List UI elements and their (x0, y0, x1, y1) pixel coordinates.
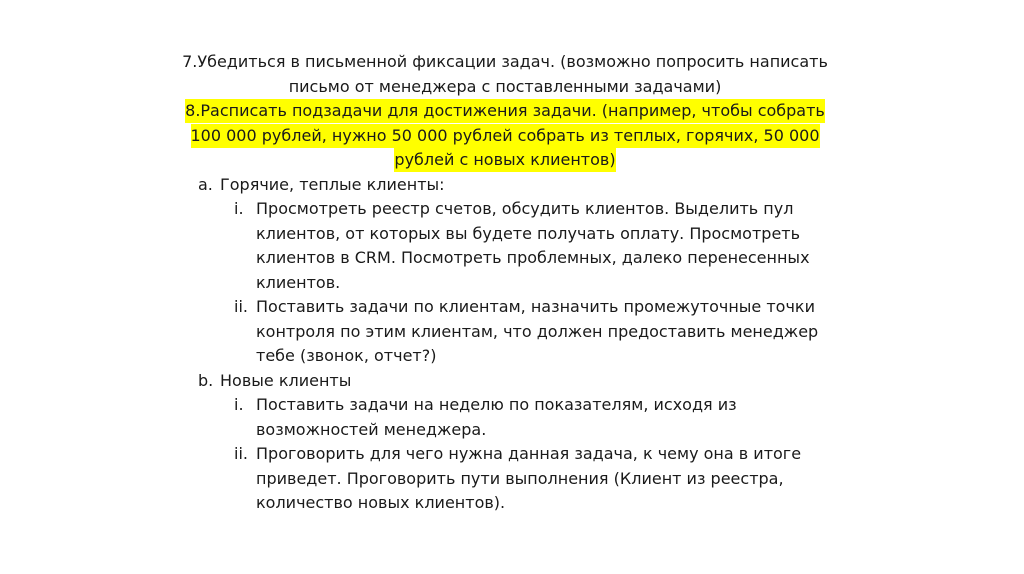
section-b-item-1 (180, 393, 830, 442)
section-a-item-2-text: Поставить задачи по клиентам, назначить промежуточные точки контроля по этим клиентам, что должен предоставить менеджер тебе (звонок, отчет?) (256, 297, 819, 365)
section-b (180, 369, 830, 394)
section-a-label: Горячие, теплые клиенты: (220, 174, 445, 194)
section-a-item-1 (180, 197, 830, 295)
item-8-highlighted-text: 8.Расписать подзадачи для достижения задачи. (например, чтобы собрать 100 000 рублей, нужно 50 000 рублей собрать из теплых, горячих, 50 000 рублей с новых клиентов) (185, 99, 825, 172)
section-b-label: Новые клиенты (220, 370, 352, 390)
section-a-marker: a. (198, 174, 213, 194)
section-b-item-2 (180, 442, 830, 516)
section-a (180, 173, 830, 198)
section-b-item-1-marker: i. (234, 395, 244, 414)
section-a-item-1-marker: i. (234, 199, 244, 218)
section-b-item-1-text: Поставить задачи на неделю по показателям, исходя из возможностей менеджера. (256, 395, 737, 439)
section-b-item-2-marker: ii. (234, 444, 248, 463)
section-a-item-2-marker: ii. (234, 297, 248, 316)
text-block (180, 50, 830, 516)
section-b-marker: b. (198, 370, 214, 390)
section-a-item-1-text: Просмотреть реестр счетов, обсудить клиентов. Выделить пул клиентов, от которых вы будете получать оплату. Просмотреть клиентов в CRM. Посмотреть проблемных, далеко перенесенных клиентов. (256, 199, 810, 292)
section-b-item-2-text: Проговорить для чего нужна данная задача, к чему она в итоге приведет. Проговорить пути выполнения (Клиент из реестра, количество новых клиентов). (256, 444, 802, 512)
item-7-text: 7.Убедиться в письменной фиксации задач. (возможно попросить написать письмо от менеджера с поставленными задачами) (182, 52, 828, 96)
section-a-item-2 (180, 295, 830, 369)
item-8 (180, 99, 830, 173)
